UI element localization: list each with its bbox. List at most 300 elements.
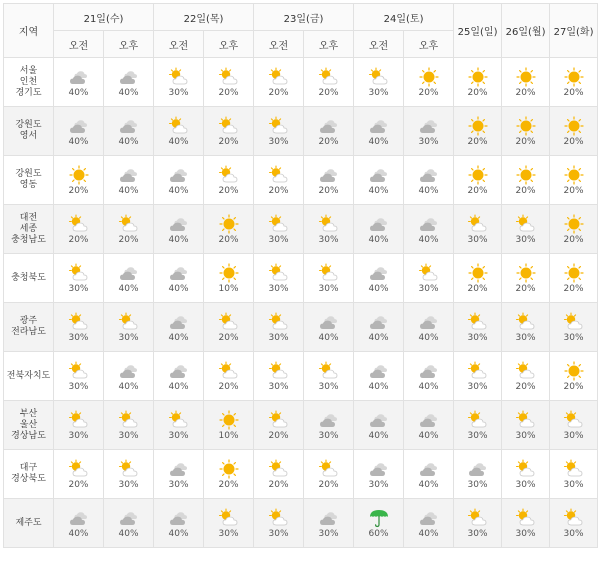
forecast-cell bbox=[550, 499, 598, 548]
precip-chance: 40% bbox=[168, 185, 189, 196]
sunny-icon bbox=[217, 459, 241, 479]
day-header: 24일(토) bbox=[354, 4, 454, 31]
precip-chance: 20% bbox=[218, 332, 239, 343]
precip-chance: 30% bbox=[118, 430, 139, 441]
precip-chance: 30% bbox=[118, 479, 139, 490]
region-name: 대전 bbox=[19, 212, 38, 223]
forecast-cell bbox=[502, 205, 550, 254]
forecast-cell bbox=[304, 352, 354, 401]
partly-cloudy-icon bbox=[267, 116, 291, 136]
region-cell bbox=[4, 499, 54, 548]
precip-chance: 40% bbox=[368, 136, 389, 147]
partly-cloudy-icon bbox=[267, 67, 291, 87]
forecast-cell bbox=[54, 156, 104, 205]
region-name: 경상북도 bbox=[11, 474, 46, 484]
forecast-cell bbox=[550, 205, 598, 254]
region-name: 부산 bbox=[19, 408, 38, 419]
cloudy-icon bbox=[417, 116, 441, 136]
sunny-icon bbox=[466, 165, 490, 185]
precip-chance: 40% bbox=[368, 332, 389, 343]
forecast-cell bbox=[502, 303, 550, 352]
forecast-cell bbox=[254, 156, 304, 205]
region-name: 제주도 bbox=[15, 517, 42, 528]
am-header: 오전 bbox=[254, 31, 304, 58]
day-header: 27일(화) bbox=[550, 4, 598, 58]
partly-cloudy-icon bbox=[67, 410, 91, 430]
forecast-cell bbox=[254, 303, 304, 352]
forecast-cell bbox=[404, 450, 454, 499]
partly-cloudy-icon bbox=[317, 67, 341, 87]
precip-chance: 20% bbox=[218, 234, 239, 245]
precip-chance: 40% bbox=[118, 528, 139, 539]
precip-chance: 40% bbox=[418, 479, 439, 490]
forecast-cell bbox=[550, 107, 598, 156]
precip-chance: 30% bbox=[268, 528, 289, 539]
partly-cloudy-icon bbox=[267, 410, 291, 430]
precip-chance: 30% bbox=[318, 430, 339, 441]
precip-chance: 20% bbox=[218, 381, 239, 392]
precip-chance: 40% bbox=[368, 283, 389, 294]
cloudy-icon bbox=[167, 165, 191, 185]
umbrella-icon bbox=[367, 508, 391, 528]
partly-cloudy-icon bbox=[117, 312, 141, 332]
cloudy-icon bbox=[167, 361, 191, 381]
precip-chance: 40% bbox=[418, 528, 439, 539]
forecast-cell bbox=[354, 352, 404, 401]
precip-chance: 10% bbox=[218, 283, 239, 294]
precip-chance: 20% bbox=[68, 185, 89, 196]
forecast-cell bbox=[204, 450, 254, 499]
precip-chance: 30% bbox=[515, 430, 536, 441]
forecast-cell bbox=[550, 450, 598, 499]
forecast-cell bbox=[104, 107, 154, 156]
forecast-cell bbox=[354, 303, 404, 352]
forecast-cell bbox=[550, 401, 598, 450]
partly-cloudy-icon bbox=[217, 67, 241, 87]
cloudy-icon bbox=[167, 459, 191, 479]
forecast-cell bbox=[454, 499, 502, 548]
sunny-icon bbox=[514, 263, 538, 283]
forecast-cell bbox=[104, 352, 154, 401]
forecast-cell bbox=[454, 107, 502, 156]
sunny-icon bbox=[562, 361, 586, 381]
forecast-cell bbox=[154, 401, 204, 450]
precip-chance: 20% bbox=[563, 87, 584, 98]
forecast-cell bbox=[254, 58, 304, 107]
forecast-cell bbox=[204, 254, 254, 303]
region-cell bbox=[4, 352, 54, 401]
table-row bbox=[4, 156, 598, 205]
am-header: 오전 bbox=[54, 31, 104, 58]
region-name: 영동 bbox=[19, 180, 38, 190]
partly-cloudy-icon bbox=[67, 214, 91, 234]
partly-cloudy-icon bbox=[117, 214, 141, 234]
forecast-cell bbox=[354, 450, 404, 499]
forecast-cell bbox=[154, 499, 204, 548]
partly-cloudy-icon bbox=[267, 165, 291, 185]
region-name: 대구 bbox=[19, 463, 38, 473]
forecast-cell bbox=[254, 401, 304, 450]
table-row bbox=[4, 401, 598, 450]
forecast-cell bbox=[304, 107, 354, 156]
cloudy-icon bbox=[367, 459, 391, 479]
forecast-cell bbox=[54, 205, 104, 254]
sunny-icon bbox=[562, 263, 586, 283]
cloudy-icon bbox=[67, 508, 91, 528]
precip-chance: 30% bbox=[268, 283, 289, 294]
partly-cloudy-icon bbox=[217, 116, 241, 136]
precip-chance: 40% bbox=[368, 234, 389, 245]
precip-chance: 20% bbox=[218, 185, 239, 196]
region-name: 영서 bbox=[19, 131, 38, 141]
precip-chance: 30% bbox=[563, 430, 584, 441]
precip-chance: 30% bbox=[467, 430, 488, 441]
precip-chance: 30% bbox=[68, 283, 89, 294]
forecast-cell bbox=[204, 156, 254, 205]
cloudy-icon bbox=[167, 214, 191, 234]
region-name: 광주 bbox=[19, 316, 38, 326]
sunny-icon bbox=[514, 165, 538, 185]
partly-cloudy-icon bbox=[67, 459, 91, 479]
am-header: 오전 bbox=[354, 31, 404, 58]
precip-chance: 30% bbox=[168, 87, 189, 98]
forecast-cell bbox=[454, 205, 502, 254]
forecast-cell bbox=[454, 254, 502, 303]
precip-chance: 30% bbox=[68, 381, 89, 392]
forecast-cell bbox=[454, 156, 502, 205]
forecast-cell bbox=[204, 401, 254, 450]
forecast-cell bbox=[104, 58, 154, 107]
forecast-cell bbox=[254, 107, 304, 156]
precip-chance: 30% bbox=[467, 528, 488, 539]
cloudy-icon bbox=[317, 312, 341, 332]
forecast-cell bbox=[502, 107, 550, 156]
forecast-cell bbox=[54, 499, 104, 548]
forecast-cell bbox=[204, 107, 254, 156]
forecast-cell bbox=[104, 401, 154, 450]
cloudy-icon bbox=[117, 361, 141, 381]
precip-chance: 30% bbox=[168, 430, 189, 441]
cloudy-icon bbox=[466, 459, 490, 479]
region-name: 전북자치도 bbox=[6, 370, 51, 381]
forecast-cell bbox=[550, 156, 598, 205]
partly-cloudy-icon bbox=[217, 361, 241, 381]
partly-cloudy-icon bbox=[67, 312, 91, 332]
precip-chance: 30% bbox=[68, 332, 89, 343]
precip-chance: 20% bbox=[418, 87, 439, 98]
day-header: 23일(금) bbox=[254, 4, 354, 31]
forecast-cell bbox=[254, 352, 304, 401]
partly-cloudy-icon bbox=[267, 214, 291, 234]
precip-chance: 20% bbox=[268, 479, 289, 490]
precip-chance: 30% bbox=[268, 136, 289, 147]
cloudy-icon bbox=[117, 508, 141, 528]
pm-header: 오후 bbox=[304, 31, 354, 58]
precip-chance: 10% bbox=[218, 430, 239, 441]
forecast-cell bbox=[154, 303, 204, 352]
forecast-cell bbox=[354, 499, 404, 548]
partly-cloudy-icon bbox=[514, 361, 538, 381]
forecast-cell bbox=[204, 303, 254, 352]
partly-cloudy-icon bbox=[317, 263, 341, 283]
partly-cloudy-icon bbox=[466, 508, 490, 528]
precip-chance: 30% bbox=[318, 283, 339, 294]
table-row bbox=[4, 254, 598, 303]
precip-chance: 30% bbox=[218, 528, 239, 539]
precip-chance: 30% bbox=[168, 479, 189, 490]
precip-chance: 40% bbox=[368, 430, 389, 441]
precip-chance: 40% bbox=[368, 381, 389, 392]
forecast-cell bbox=[354, 58, 404, 107]
forecast-cell bbox=[404, 499, 454, 548]
sunny-icon bbox=[562, 67, 586, 87]
precip-chance: 40% bbox=[168, 283, 189, 294]
cloudy-icon bbox=[117, 116, 141, 136]
forecast-cell bbox=[354, 254, 404, 303]
forecast-cell bbox=[404, 156, 454, 205]
sunny-icon bbox=[217, 410, 241, 430]
precip-chance: 30% bbox=[318, 528, 339, 539]
cloudy-icon bbox=[417, 459, 441, 479]
cloudy-icon bbox=[67, 67, 91, 87]
sunny-icon bbox=[514, 67, 538, 87]
partly-cloudy-icon bbox=[167, 116, 191, 136]
sunny-icon bbox=[466, 116, 490, 136]
region-header: 지역 bbox=[4, 4, 54, 58]
day-header: 25일(일) bbox=[454, 4, 502, 58]
partly-cloudy-icon bbox=[267, 263, 291, 283]
partly-cloudy-icon bbox=[317, 361, 341, 381]
precip-chance: 30% bbox=[118, 332, 139, 343]
precip-chance: 20% bbox=[467, 283, 488, 294]
precip-chance: 30% bbox=[515, 479, 536, 490]
precip-chance: 20% bbox=[218, 136, 239, 147]
precip-chance: 20% bbox=[318, 87, 339, 98]
forecast-cell bbox=[154, 205, 204, 254]
table-row bbox=[4, 499, 598, 548]
forecast-cell bbox=[104, 254, 154, 303]
forecast-cell bbox=[54, 58, 104, 107]
forecast-cell bbox=[304, 205, 354, 254]
forecast-cell bbox=[454, 303, 502, 352]
precip-chance: 40% bbox=[418, 185, 439, 196]
partly-cloudy-icon bbox=[514, 459, 538, 479]
forecast-cell bbox=[54, 107, 104, 156]
forecast-cell bbox=[550, 58, 598, 107]
forecast-cell bbox=[502, 254, 550, 303]
forecast-cell bbox=[354, 401, 404, 450]
precip-chance: 20% bbox=[218, 479, 239, 490]
forecast-cell bbox=[502, 156, 550, 205]
precip-chance: 30% bbox=[268, 234, 289, 245]
table-row bbox=[4, 205, 598, 254]
precip-chance: 30% bbox=[418, 136, 439, 147]
forecast-cell bbox=[404, 107, 454, 156]
cloudy-icon bbox=[367, 361, 391, 381]
forecast-cell bbox=[454, 352, 502, 401]
precip-chance: 40% bbox=[318, 332, 339, 343]
forecast-cell bbox=[54, 352, 104, 401]
forecast-cell bbox=[354, 107, 404, 156]
precip-chance: 20% bbox=[268, 430, 289, 441]
precip-chance: 30% bbox=[368, 87, 389, 98]
precip-chance: 40% bbox=[68, 87, 89, 98]
cloudy-icon bbox=[317, 508, 341, 528]
partly-cloudy-icon bbox=[217, 312, 241, 332]
cloudy-icon bbox=[317, 116, 341, 136]
forecast-cell bbox=[502, 58, 550, 107]
precip-chance: 20% bbox=[467, 185, 488, 196]
region-name: 강원도 bbox=[15, 120, 42, 130]
forecast-cell bbox=[254, 499, 304, 548]
forecast-cell bbox=[154, 450, 204, 499]
forecast-cell bbox=[502, 352, 550, 401]
cloudy-icon bbox=[417, 312, 441, 332]
precip-chance: 20% bbox=[318, 136, 339, 147]
region-cell bbox=[4, 401, 54, 450]
sunny-icon bbox=[67, 165, 91, 185]
partly-cloudy-icon bbox=[267, 312, 291, 332]
precip-chance: 20% bbox=[515, 185, 536, 196]
cloudy-icon bbox=[417, 361, 441, 381]
precip-chance: 20% bbox=[515, 283, 536, 294]
forecast-cell bbox=[104, 450, 154, 499]
precip-chance: 30% bbox=[268, 381, 289, 392]
precip-chance: 30% bbox=[515, 332, 536, 343]
region-cell bbox=[4, 450, 54, 499]
precip-chance: 20% bbox=[563, 234, 584, 245]
day-header: 22일(목) bbox=[154, 4, 254, 31]
table-row bbox=[4, 450, 598, 499]
forecast-cell bbox=[502, 499, 550, 548]
partly-cloudy-icon bbox=[267, 508, 291, 528]
precip-chance: 30% bbox=[318, 381, 339, 392]
precip-chance: 40% bbox=[418, 332, 439, 343]
partly-cloudy-icon bbox=[466, 214, 490, 234]
cloudy-icon bbox=[367, 410, 391, 430]
forecast-cell bbox=[204, 58, 254, 107]
forecast-cell bbox=[154, 254, 204, 303]
precip-chance: 30% bbox=[318, 234, 339, 245]
forecast-cell bbox=[204, 499, 254, 548]
precip-chance: 20% bbox=[68, 234, 89, 245]
sunny-icon bbox=[466, 263, 490, 283]
day-header: 21일(수) bbox=[54, 4, 154, 31]
partly-cloudy-icon bbox=[167, 410, 191, 430]
precip-chance: 20% bbox=[515, 381, 536, 392]
precip-chance: 20% bbox=[563, 136, 584, 147]
precip-chance: 40% bbox=[168, 381, 189, 392]
forecast-cell bbox=[404, 205, 454, 254]
sunny-icon bbox=[562, 214, 586, 234]
partly-cloudy-icon bbox=[117, 410, 141, 430]
forecast-cell bbox=[404, 58, 454, 107]
partly-cloudy-icon bbox=[562, 508, 586, 528]
forecast-cell bbox=[254, 205, 304, 254]
precip-chance: 40% bbox=[168, 528, 189, 539]
forecast-cell bbox=[104, 303, 154, 352]
forecast-cell bbox=[454, 401, 502, 450]
region-name: 세종 bbox=[19, 223, 38, 234]
table-row bbox=[4, 352, 598, 401]
partly-cloudy-icon bbox=[514, 312, 538, 332]
partly-cloudy-icon bbox=[317, 214, 341, 234]
forecast-cell bbox=[304, 450, 354, 499]
forecast-cell bbox=[154, 352, 204, 401]
sunny-icon bbox=[217, 263, 241, 283]
precip-chance: 40% bbox=[118, 136, 139, 147]
region-name: 서울 bbox=[19, 65, 38, 76]
region-cell bbox=[4, 205, 54, 254]
cloudy-icon bbox=[367, 165, 391, 185]
forecast-cell bbox=[550, 254, 598, 303]
region-name: 인천 bbox=[19, 76, 38, 87]
cloudy-icon bbox=[117, 67, 141, 87]
forecast-cell bbox=[502, 401, 550, 450]
precip-chance: 30% bbox=[418, 283, 439, 294]
partly-cloudy-icon bbox=[217, 508, 241, 528]
precip-chance: 20% bbox=[563, 381, 584, 392]
partly-cloudy-icon bbox=[466, 361, 490, 381]
region-cell bbox=[4, 254, 54, 303]
forecast-cell bbox=[454, 58, 502, 107]
cloudy-icon bbox=[367, 116, 391, 136]
cloudy-icon bbox=[417, 214, 441, 234]
pm-header: 오후 bbox=[104, 31, 154, 58]
precip-chance: 30% bbox=[515, 234, 536, 245]
forecast-cell bbox=[454, 450, 502, 499]
region-cell bbox=[4, 107, 54, 156]
table-row bbox=[4, 303, 598, 352]
partly-cloudy-icon bbox=[267, 361, 291, 381]
partly-cloudy-icon bbox=[562, 312, 586, 332]
precip-chance: 40% bbox=[118, 185, 139, 196]
precip-chance: 60% bbox=[368, 528, 389, 539]
forecast-cell bbox=[54, 254, 104, 303]
precip-chance: 30% bbox=[563, 332, 584, 343]
forecast-cell bbox=[254, 254, 304, 303]
cloudy-icon bbox=[317, 165, 341, 185]
sunny-icon bbox=[514, 116, 538, 136]
partly-cloudy-icon bbox=[514, 508, 538, 528]
forecast-cell bbox=[204, 352, 254, 401]
sunny-icon bbox=[562, 116, 586, 136]
region-name: 충청남도 bbox=[11, 234, 46, 245]
cloudy-icon bbox=[417, 165, 441, 185]
partly-cloudy-icon bbox=[417, 263, 441, 283]
precip-chance: 40% bbox=[118, 381, 139, 392]
precip-chance: 40% bbox=[168, 136, 189, 147]
partly-cloudy-icon bbox=[562, 410, 586, 430]
partly-cloudy-icon bbox=[466, 410, 490, 430]
partly-cloudy-icon bbox=[466, 312, 490, 332]
region-name: 경기도 bbox=[15, 87, 42, 98]
cloudy-icon bbox=[367, 312, 391, 332]
cloudy-icon bbox=[317, 410, 341, 430]
cloudy-icon bbox=[417, 410, 441, 430]
forecast-cell bbox=[354, 205, 404, 254]
region-cell bbox=[4, 303, 54, 352]
header-row-days bbox=[4, 4, 598, 31]
precip-chance: 20% bbox=[467, 136, 488, 147]
cloudy-icon bbox=[367, 214, 391, 234]
precip-chance: 30% bbox=[68, 430, 89, 441]
sunny-icon bbox=[217, 214, 241, 234]
am-header: 오전 bbox=[154, 31, 204, 58]
region-name: 전라남도 bbox=[11, 327, 46, 337]
forecast-cell bbox=[154, 156, 204, 205]
partly-cloudy-icon bbox=[217, 165, 241, 185]
